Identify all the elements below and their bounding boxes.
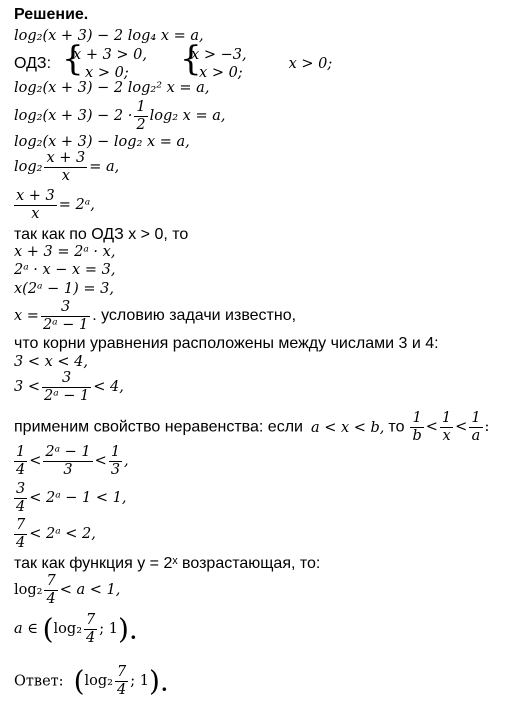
inequality-right: < 2ᵃ − 1 < 1, [29,490,127,507]
colon: : [484,419,490,436]
text-line-2: что корни уравнения расположены между числами 3 и 4: [14,335,439,352]
inequality-line-16 [14,517,96,551]
interval-line-18 [14,612,138,646]
a-belongs-to: a ∈ [14,621,38,638]
fraction-7-over-4 [84,612,97,646]
equation-line-1: log₂(x + 3) − 2 log₄ x = a, [14,28,204,44]
odz-system-1-row-2: x > 0; [85,65,129,82]
close-paren: ). [117,612,138,646]
equation-line-11-text: . условию задачи известно, [92,307,297,325]
fraction-denominator: x [61,167,70,184]
fraction-3-over-2a-minus-1 [41,299,90,333]
odz-result: x > 0; [288,56,333,73]
fraction-numerator: 1 [441,410,452,426]
inequality-line-15 [14,481,126,515]
fraction-denominator: 4 [86,629,96,646]
answer-label: Ответ: [14,673,64,690]
x-equals: x = [14,308,39,325]
odz-line [14,46,332,82]
fraction-numerator: 1 [471,410,481,426]
text-line-3-then: то [388,418,405,436]
equation-line-9: 2ᵃ · x − x = 3, [14,262,116,278]
interval-right-end: ; 1 [130,673,149,690]
odz-system-1 [63,46,147,82]
equation-line-5: log₂(x + 3) − log₂ x = a, [14,134,190,150]
fraction-numerator: 1 [16,444,26,460]
fraction-numerator: 1 [136,99,146,115]
odz-system-1-row-1: { x + 3 > 0, [73,47,148,63]
fraction-3-over-2a-minus-1 [42,370,91,404]
reciprocal-inequality [408,410,490,444]
fraction-denominator: 4 [16,461,26,478]
text-line-3-start: применим свойство неравенства: если [14,418,303,436]
fraction-numerator: 1 [110,444,121,460]
inequality-line-14 [14,444,129,478]
odz-system-2 [181,46,247,82]
fraction-x-plus-3-over-x [44,150,87,184]
equation-line-4-left: log₂(x + 3) − 2 · [14,108,133,125]
fraction-numerator: 7 [116,664,127,680]
less-than: < [29,453,42,470]
inequality-left: 3 < [14,379,40,396]
fraction-denominator: 4 [116,681,127,698]
inequality-right: < 4, [93,379,124,396]
fraction-7-over-4 [115,664,128,698]
fraction-x-plus-3-over-x [14,188,57,222]
equation-line-11 [14,299,296,333]
answer-line [14,664,169,698]
fraction-denominator: 2ᵃ − 1 [42,316,89,333]
inequality-a-x-b: a < x < b, [310,419,385,436]
fraction-7-over-4 [44,573,57,607]
fraction-denominator: b [412,427,422,444]
text-line-1: так как по ОДЗ х > 0, то [14,226,189,243]
inequality-right: < a < 1, [59,582,121,599]
fraction-denominator: x [31,205,40,222]
fraction-7-over-4 [14,517,27,551]
log-base-2: log₂ [53,621,83,638]
fraction-1-over-x [440,410,453,444]
fraction-1-over-3 [109,444,122,478]
open-paren: ( [73,664,85,698]
fraction-numerator: 3 [42,370,91,388]
equation-line-6 [14,150,119,184]
fraction-numerator: x + 3 [46,150,86,166]
inequality-line-13 [14,370,124,404]
fraction-numerator: 7 [46,573,56,589]
open-paren: ( [42,612,54,646]
fraction-denominator: a [471,427,481,444]
equation-line-4 [14,99,225,133]
odz-label: ОДЗ: [14,55,52,73]
equation-line-3: log₂(x + 3) − 2 log₂² x = a, [14,80,210,96]
equation-line-6-right: = a, [89,159,120,176]
fraction-numerator: 7 [16,517,26,533]
fraction-3-over-4 [14,481,27,515]
log-base-2: log₂ [84,673,113,690]
interval-right-end: ; 1 [99,621,118,638]
close-paren: ). [148,664,169,698]
fraction-one-half [134,99,147,133]
fraction-denominator: x [442,427,451,444]
fraction-denominator: 4 [16,534,26,551]
answer-interval [73,664,169,698]
comma: , [124,453,129,470]
fraction-denominator: 4 [46,590,56,607]
less-than: < [94,453,107,470]
equation-line-7 [14,188,95,222]
fraction-numerator: 1 [410,410,423,428]
less-than: < [455,419,468,436]
fraction-denominator: 3 [110,461,121,478]
text-line-4: так как функция у = 2ˣ возрастающая, то: [14,555,321,572]
less-than: < [425,419,438,436]
inequality-line-17 [14,573,120,607]
text-line-3 [14,410,489,444]
fraction-denominator: 3 [63,461,73,478]
solution-title: Решение. [14,6,89,23]
inequality-line-12: 3 < x < 4, [14,354,88,370]
odz-system-2-row-2: x > 0; [199,65,243,82]
equation-line-8: x + 3 = 2ᵃ · x, [14,244,116,260]
fraction-1-over-4 [14,444,27,478]
fraction-numerator: 7 [86,612,96,628]
fraction-numerator: x + 3 [16,188,55,204]
log-base-2: log₂ [14,159,43,176]
fraction-1-over-b [410,410,423,444]
fraction-1-over-a [469,410,482,444]
fraction-denominator: 2ᵃ − 1 [43,387,90,404]
equation-line-4-right: log₂ x = a, [149,108,226,125]
inequality-right: < 2ᵃ < 2, [29,526,96,543]
fraction-denominator: 2 [136,116,146,133]
fraction-2a-minus-1-over-3 [43,444,92,478]
fraction-numerator: 3 [41,299,90,317]
fraction-denominator: 4 [16,498,26,515]
equation-line-10: x(2ᵃ − 1) = 3, [14,281,114,297]
fraction-numerator: 2ᵃ − 1 [45,444,91,460]
equation-line-7-right: = 2ᵃ, [58,197,95,214]
log-base-2: log₂ [14,582,43,599]
odz-system-2-row-1: { x > −3, [191,47,247,63]
fraction-numerator: 3 [16,481,26,497]
